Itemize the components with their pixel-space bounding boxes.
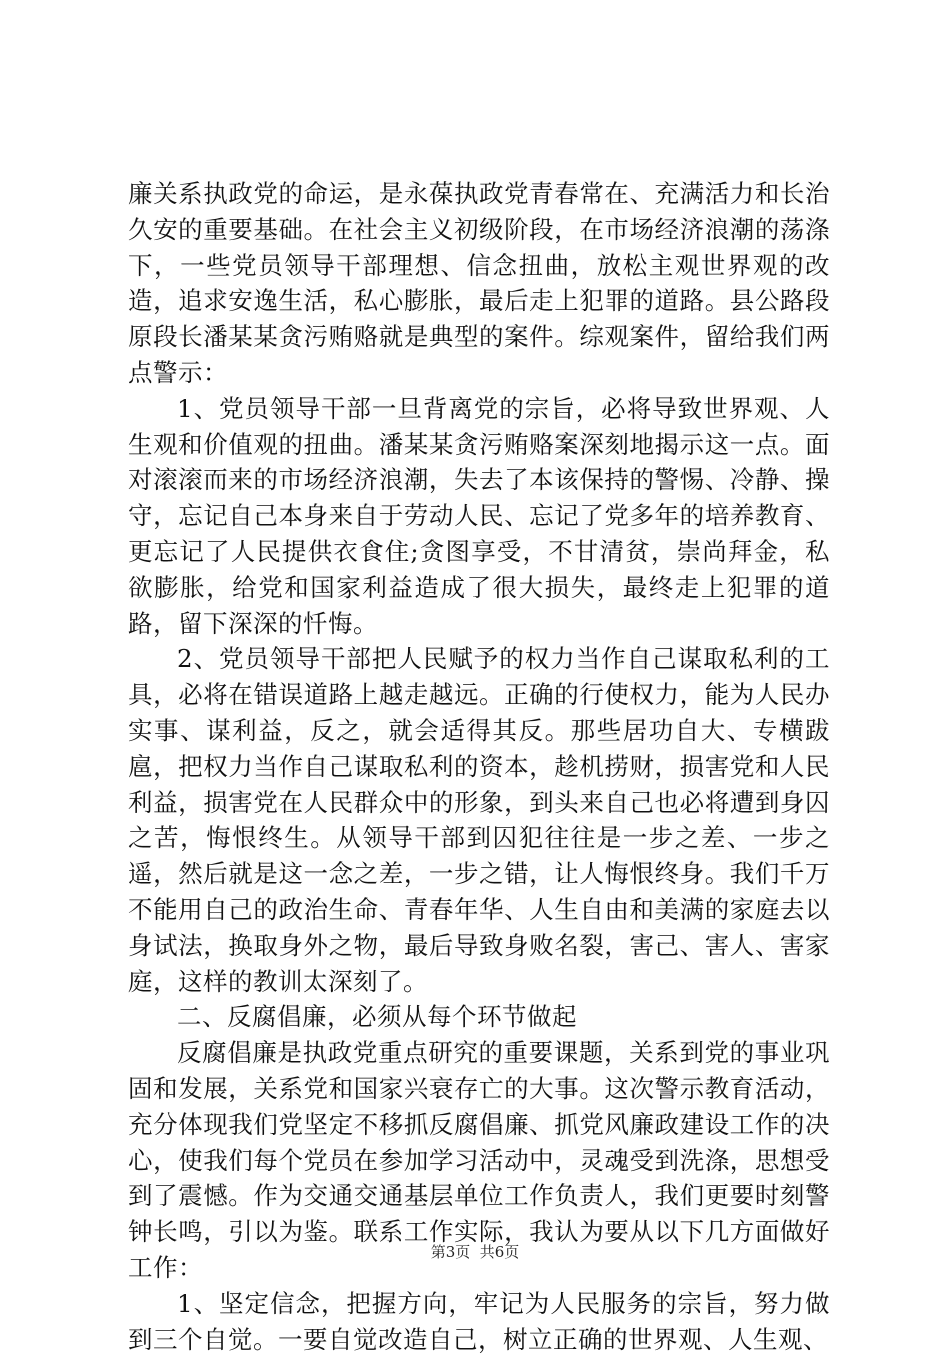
paragraph-warning-2: 2、党员领导干部把人民赋予的权力当作自己谋取私利的工具，必将在错误道路上越走越远。正确的行使权力，能为人民办实事、谋利益，反之，就会适得其反。那些居功自大、专横跋扈，把权力当作自己谋取私利的资本，趁机捞财，损害党和人民利益，损害党在人民群众中的形象，到头来自己也必将遭到身囚之苦，悔恨终生。从领导干部到囚犯往往是一步之差、一步之遥，然后就是这一念之差，一步之错，让人悔恨终身。我们千万不能用自己的政治生命、青春年华、人生自由和美满的家庭去以身试法，换取身外之物，最后导致身败名裂，害己、害人、害家庭，这样的教训太深刻了。 <box>128 644 830 996</box>
paragraph-warning-1: 1、党员领导干部一旦背离党的宗旨，必将导致世界观、人生观和价值观的扭曲。潘某某贪污贿赂案深刻地揭示这一点。面对滚滚而来的市场经济浪潮，失去了本该保持的警惕、冷静、操守，忘记自己本身来自于劳动人民、忘记了党多年的培养教育、更忘记了人民提供衣食住;贪图享受，不甘清贫，崇尚拜金，私欲膨胀，给党和国家利益造成了很大损失，最终走上犯罪的道路，留下深深的忏悔。 <box>128 393 830 638</box>
document-body <box>128 176 830 1357</box>
paragraph-item-1: 1、坚定信念，把握方向，牢记为人民服务的宗旨，努力做到三个自觉。一要自觉改造自己，树立正确的世界观、人生观、 <box>128 1288 830 1354</box>
paragraph-continuation: 廉关系执政党的命运，是永葆执政党青春常在、充满活力和长治久安的重要基础。在社会主义初级阶段，在市场经济浪潮的荡涤下，一些党员领导干部理想、信念扭曲，放松主观世界观的改造，追求安逸生活，私心膨胀，最后走上犯罪的道路。县公路段原段长潘某某贪污贿赂就是典型的案件。综观案件，留给我们两点警示： <box>128 179 830 387</box>
section-heading-2: 二、反腐倡廉，必须从每个环节做起 <box>177 1002 577 1032</box>
paragraph-anticorruption: 反腐倡廉是执政党重点研究的重要课题，关系到党的事业巩固和发展，关系党和国家兴衰存亡的大事。这次警示教育活动，充分体现我们党坚定不移抓反腐倡廉、抓党风廉政建设工作的决心，使我们每个党员在参加学习活动中，灵魂受到洗涤，思想受到了震憾。作为交通交通基层单位工作负责人，我们更要时刻警钟长鸣，引以为鉴。联系工作实际，我认为要从以下几方面做好工作： <box>128 1038 830 1282</box>
page-footer: 第3页 共6页 <box>430 1243 520 1261</box>
